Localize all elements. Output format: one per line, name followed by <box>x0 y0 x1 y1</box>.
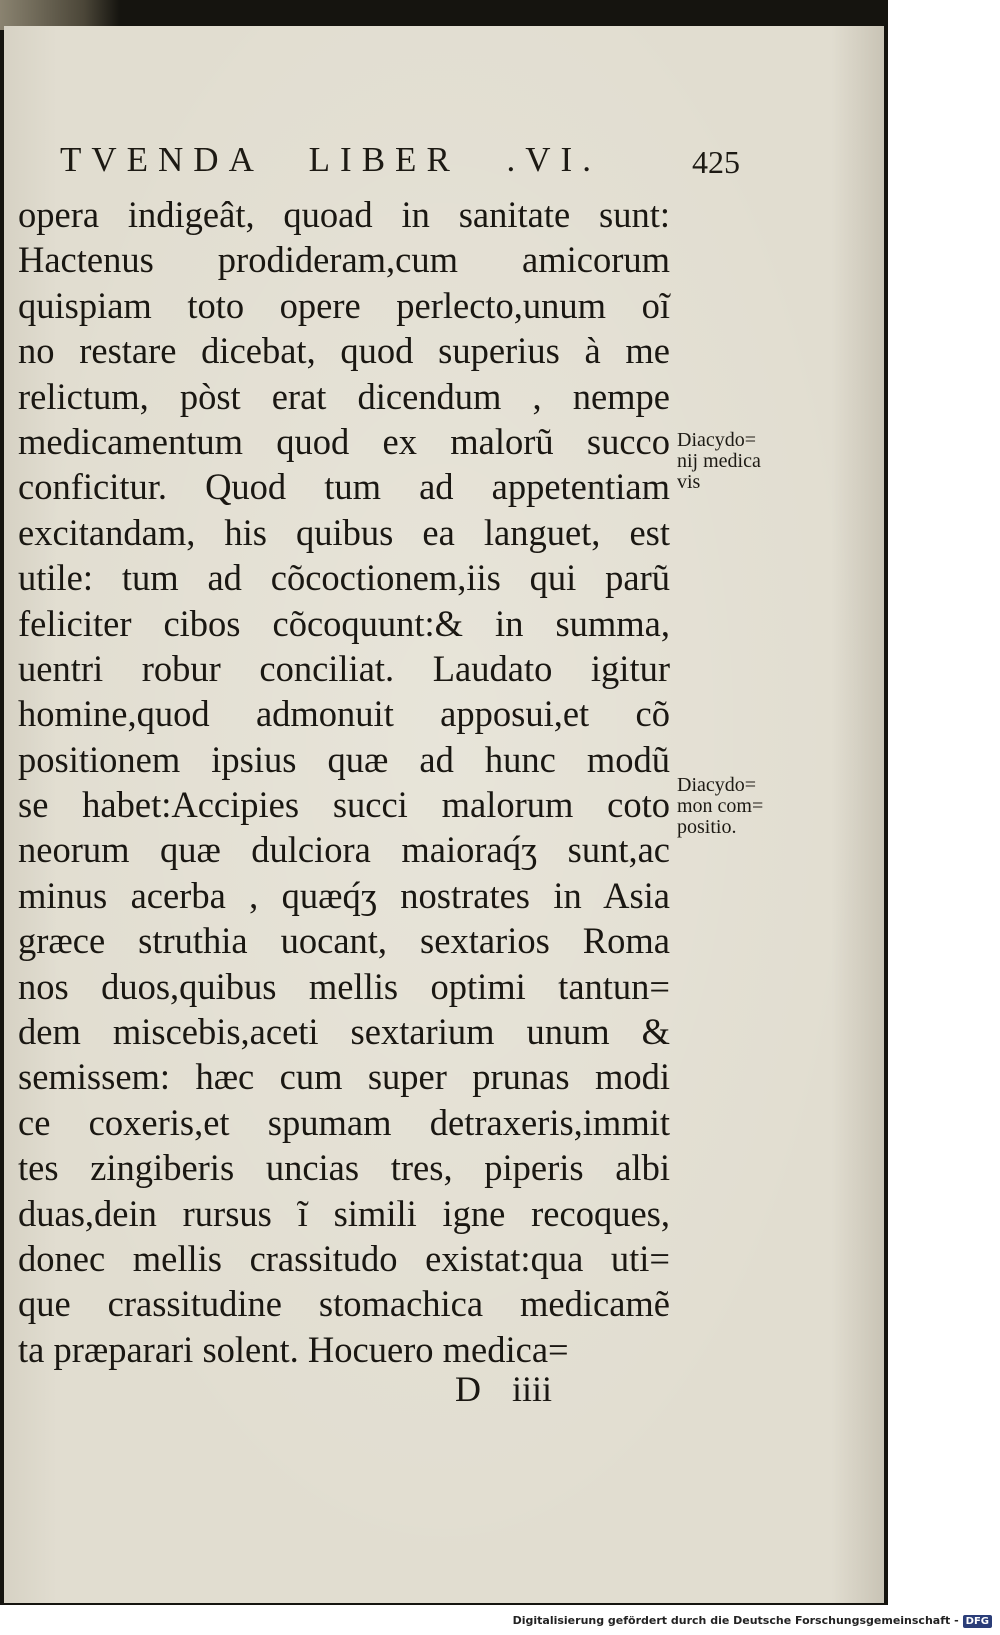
text-line: ta præparari solent. Hocuero medica= <box>18 1328 569 1370</box>
text-line: uentri robur conciliat. Laudato igitur <box>18 647 670 689</box>
text-line: utile: tum ad cõcoctionem,iis qui parũ <box>18 557 670 599</box>
marginal-note-line: vis <box>677 471 701 493</box>
text-line: relictum, pòst erat dicendum , nempe <box>18 375 670 417</box>
text-line: neorum quæ dulciora maioraq́ʒ sunt,ac <box>18 829 670 871</box>
text-line: nos duos,quibus mellis optimi tantun= <box>18 965 670 1007</box>
text-line: ce coxeris,et spumam detraxeris,immit <box>18 1101 670 1143</box>
text-line: homine,quod admonuit apposui,et cõ <box>18 693 670 735</box>
text-line: opera indigeât, quoad in sanitate sunt: <box>18 194 670 235</box>
page-number: 425 <box>692 144 740 180</box>
text-line: conficitur. Quod tum ad appetentiam <box>18 466 670 508</box>
text-line: dem miscebis,aceti sextarium unum & <box>18 1011 670 1053</box>
text-line: græce struthia uocant, sextarios Roma <box>18 920 670 962</box>
signature-mark: D iiii <box>455 1369 553 1409</box>
text-line: minus acerba , quæq́ʒ nostrates in Asia <box>18 874 670 916</box>
text-line: positionem ipsius quæ ad hunc modũ <box>18 738 670 780</box>
text-line: donec mellis crassitudo existat:qua uti= <box>18 1237 670 1279</box>
marginal-note <box>677 430 812 493</box>
running-head-title: TVENDA LIBER .VI. <box>60 140 601 179</box>
marginal-note-line: mon com= <box>677 795 764 817</box>
body-text <box>18 192 670 1372</box>
marginal-note-line: Diacydo= <box>677 429 757 451</box>
text-line: se habet:Accipies succi malorum coto <box>18 784 670 826</box>
marginal-note-line: nij medica <box>677 450 761 472</box>
digitization-credit <box>513 1614 992 1628</box>
dfg-logo: DFG <box>963 1615 992 1628</box>
text-line: medicamentum quod ex malorũ succo <box>18 420 670 462</box>
text-line: excitandam, his quibus ea languet, est <box>18 511 670 553</box>
text-line: quispiam toto opere perlecto,unum oĩ <box>18 284 670 326</box>
text-line: no restare dicebat, quod superius à me <box>18 330 670 372</box>
marginal-note-line: positio. <box>677 816 737 838</box>
text-line: que crassitudine stomachica medicamẽ <box>18 1283 670 1325</box>
marginal-note <box>677 775 812 838</box>
text-line: semissem: hæc cum super prunas modi <box>18 1056 670 1098</box>
marginal-note-line: Diacydo= <box>677 774 757 796</box>
text-line: duas,dein rursus ĩ simili igne recoques, <box>18 1192 670 1234</box>
text-line: feliciter cibos cõcoquunt:& in summa, <box>18 602 670 644</box>
running-head <box>60 140 740 186</box>
credit-text: Digitalisierung gefördert durch die Deutsche Forschungsgemeinschaft - <box>512 1614 959 1627</box>
text-line: Hactenus prodideram,cum amicorum <box>18 239 670 281</box>
text-line: tes zingiberis uncias tres, piperis albi <box>18 1147 670 1189</box>
